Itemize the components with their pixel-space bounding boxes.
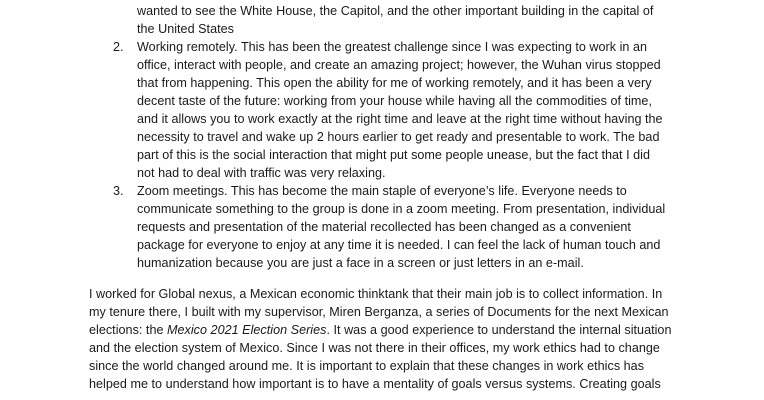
- list-item-2-line-5: and it allows you to work exactly at the right time and leave at the right time without having the: [137, 112, 663, 126]
- list-item-3-line-1: Zoom meetings. This has become the main staple of everyone’s life. Everyone needs to: [137, 184, 627, 198]
- list-item-3-line-4: package for everyone to enjoy at any time it is needed. I can feel the lack of human touch and: [137, 238, 661, 252]
- paragraph-line-3-end: . It was a good experience to understand the internal situation: [326, 323, 672, 337]
- paragraph-line-6: helped me to understand how important is to have a mentality of goals versus systems. Creating goals: [89, 377, 661, 391]
- paragraph-line-3-italic-title: Mexico 2021 Election Series: [167, 323, 327, 337]
- list-item-2-line-6: necessity to travel and wake up 2 hours earlier to get ready and presentable to work. The bad: [137, 130, 660, 144]
- list-item-1-line-1: wanted to see the White House, the Capitol, and the other important building in the capital of: [137, 4, 654, 18]
- paragraph-line-1: I worked for Global nexus, a Mexican economic thinktank that their main job is to collect information. In: [89, 287, 663, 301]
- list-item-2-line-3: that from happening. This open the ability for me of working remotely, and it has been a very: [137, 76, 652, 90]
- list-item-1-line-2: the United States: [137, 22, 234, 36]
- paragraph-line-5: since the world changed around me. It is important to explain that these changes in work ethics has: [89, 359, 645, 373]
- list-item-2-number: 2.: [113, 40, 124, 54]
- list-item-2-line-4: decent taste of the future: working from your house while having all the commodities of time,: [137, 94, 652, 108]
- list-item-2-line-7: part of this is the social interaction that might put some people unease, but the fact that I did: [137, 148, 650, 162]
- paragraph-line-4: and the election system of Mexico. Since I was not there in their offices, my work ethics had to change: [89, 341, 660, 355]
- list-item-3-line-2: communicate something to the group is done in a zoom meeting. From presentation, individual: [137, 202, 666, 216]
- paragraph-line-2: my tenure there, I built with my supervisor, Miren Berganza, a series of Documents for the next Mexican: [89, 305, 669, 319]
- list-item-3-line-5: humanization because you are just a face in a screen or just letters in an e-mail.: [137, 256, 584, 270]
- list-item-2-line-2: office, interact with people, and create an amazing project; however, the Wuhan virus stopped: [137, 58, 661, 72]
- list-item-2-line-8: not had to deal with traffic was very relaxing.: [137, 166, 386, 180]
- list-item-3-line-3: requests and presentation of the material recollected has been changed as a convenient: [137, 220, 631, 234]
- list-item-2-line-1: Working remotely. This has been the greatest challenge since I was expecting to work in an: [137, 40, 648, 54]
- paragraph-line-3-start: elections: the: [89, 323, 168, 337]
- list-item-3-number: 3.: [113, 184, 124, 198]
- paragraph-line-3: [89, 321, 671, 339]
